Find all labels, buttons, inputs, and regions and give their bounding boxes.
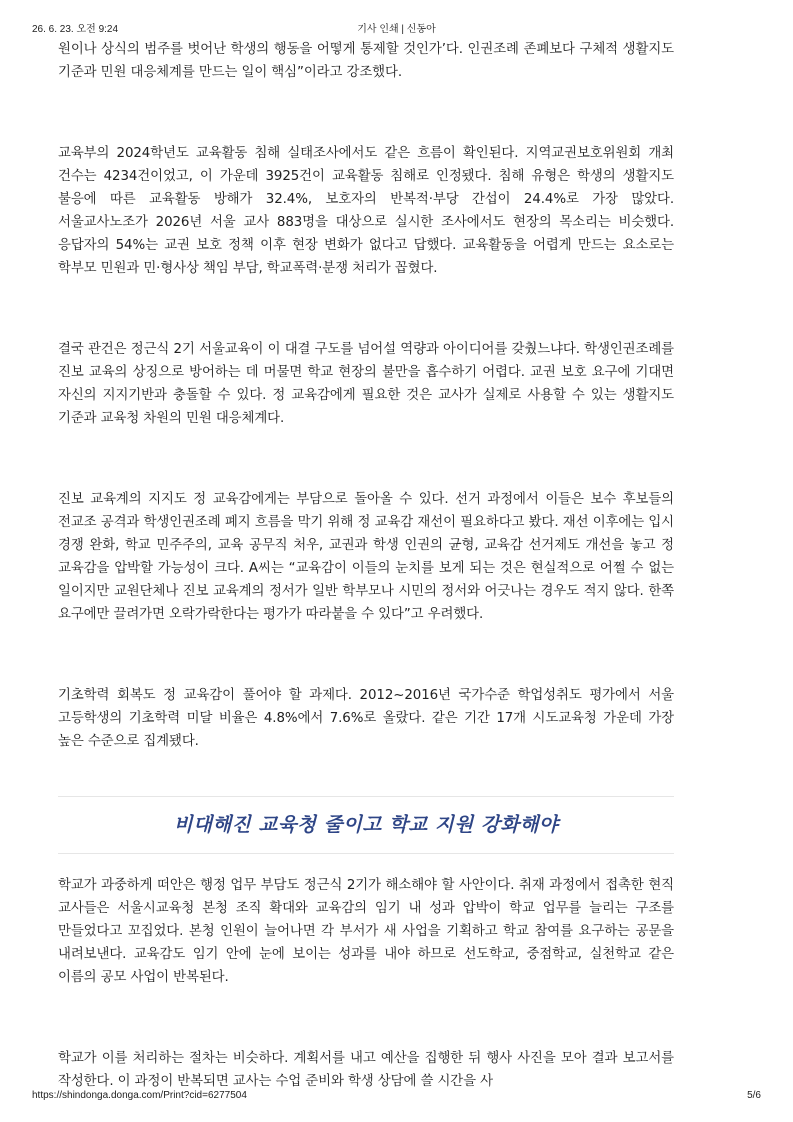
article-paragraph: 결국 관건은 정근식 2기 서울교육이 이 대결 구도를 넘어설 역량과 아이디어를 갖췄느냐다. 학생인권조례를 진보 교육의 상징으로 방어하는 데 머물면 학교 현장의 불만을 흡수하기 어렵다. 교권 보호 요구에 기대면 자신의 지지기반과 충돌할 수 있다. 정 교육감에게 필요한 것은 교사가 실제로 사용할 수 있는 생활지도 기준과 교육청 차원의 민원 대응체계다. xyxy=(58,342,674,426)
page-number: 5/6 xyxy=(747,1090,761,1101)
article-paragraph: 교육부의 2024학년도 교육활동 침해 실태조사에서도 같은 흐름이 확인된다. 지역교권보호위원회 개최 건수는 4234건이었고, 이 가운데 3925건이 교육활동 침해로 인정됐다. 침해 유형은 학생의 생활지도 불응에 따른 교육활동 방해가 32.4%, 보호자의 반복적·부당 간섭이 24.4%로 가장 많았다. 서울교사노조가 2026년 서울 교사 883명을 대상으로 실시한 조사에서도 현장의 목소리는 비슷했다. 응답자의 54%는 교권 보호 정책 이후 현장 변화가 없다고 답했다. 교육활동을 어렵게 만드는 요소로는 학부모 민원과 민·형사상 책임 부담, 학교폭력·분쟁 처리가 꼽혔다. xyxy=(58,146,674,276)
print-footer xyxy=(32,1090,761,1106)
article-paragraph: 원이나 상식의 범주를 벗어난 학생의 행동을 어떻게 통제할 것인가’다. 인권조례 존폐보다 구체적 생활지도 기준과 민원 대응체계를 만드는 일이 핵심”이라고 강조했다. xyxy=(58,42,674,80)
print-datetime: 26. 6. 23. 오전 9:24 xyxy=(32,24,119,35)
section-subheading: 비대해진 교육청 줄이고 학교 지원 강화해야 xyxy=(173,813,559,836)
article-body xyxy=(58,38,674,1093)
article-paragraph: 진보 교육계의 지지도 정 교육감에게는 부담으로 돌아올 수 있다. 선거 과정에서 이들은 보수 후보들의 전교조 공격과 학생인권조례 폐지 흐름을 막기 위해 정 교육감 재선이 필요하다고 봤다. 재선 이후에는 입시 경쟁 완화, 학교 민주주의, 교육 공무직 처우, 교권과 학생 인권의 균형, 교육감 선거제도 개선을 놓고 정 교육감을 압박할 가능성이 크다. A씨는 “교육감이 이들의 눈치를 보게 되는 것은 현실적으로 어쩔 수 없는 일이지만 교원단체나 진보 교육계의 정서가 일반 학부모나 시민의 정서와 어긋나는 경우도 적지 않다. 한쪽 요구에만 끌려가면 오락가락한다는 평가가 따라붙을 수 있다”고 우려했다. xyxy=(58,492,674,622)
print-header xyxy=(32,20,761,36)
print-page-title: 기사 인쇄 | 신동아 xyxy=(357,24,436,35)
print-url: https://shindonga.donga.com/Print?cid=6277504 xyxy=(32,1090,247,1101)
article-paragraph: 학교가 이를 처리하는 절차는 비슷하다. 계획서를 내고 예산을 집행한 뒤 행사 사진을 모아 결과 보고서를 작성한다. 이 과정이 반복되면 교사는 수업 준비와 학생 상담에 쓸 시간을 사 xyxy=(58,1051,674,1089)
article-paragraph: 학교가 과중하게 떠안은 행정 업무 부담도 정근식 2기가 해소해야 할 사안이다. 취재 과정에서 접촉한 현직 교사들은 서울시교육청 본청 조직 확대와 교육감의 임기 내 성과 압박이 학교 업무를 늘리는 구조를 만들었다고 꼬집었다. 본청 인원이 늘어나면 각 부서가 새 사업을 기획하고 학교 참여를 요구하는 공문을 내려보낸다. 교육감도 임기 안에 눈에 보이는 성과를 내야 하므로 선도학교, 중점학교, 실천학교 같은 이름의 공모 사업이 반복된다. xyxy=(58,878,674,985)
article-paragraph: 기초학력 회복도 정 교육감이 풀어야 할 과제다. 2012~2016년 국가수준 학업성취도 평가에서 서울 고등학생의 기초학력 미달 비율은 4.8%에서 7.6%로 올랐다. 같은 기간 17개 시도교육청 가운데 가장 높은 수준으로 집계됐다. xyxy=(58,688,674,749)
